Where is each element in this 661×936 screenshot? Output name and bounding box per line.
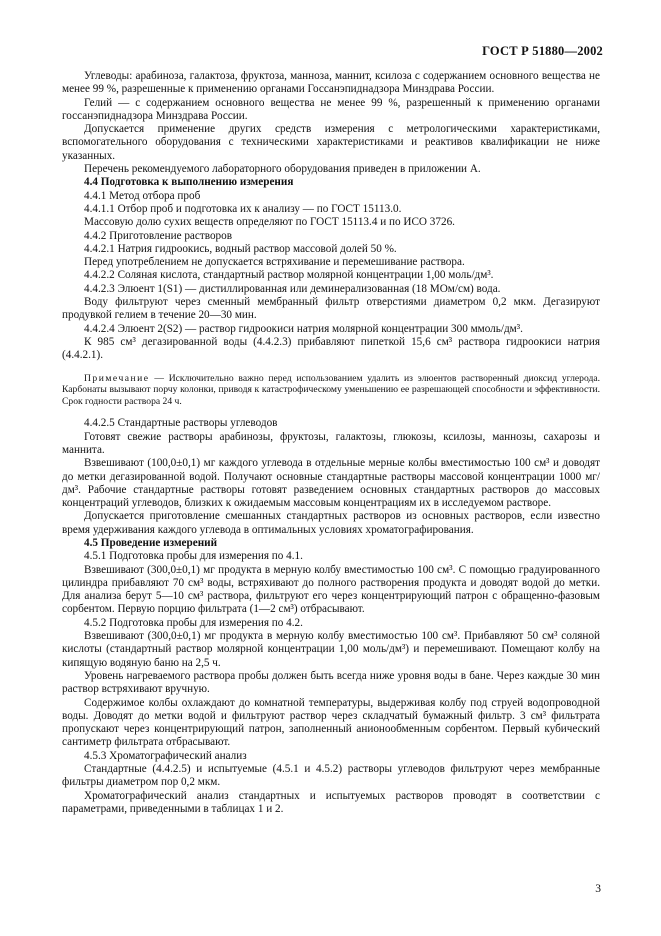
paragraph: Взвешивают (300,0±0,1) мг продукта в мерную колбу вместимостью 100 см³. С помощью градуированного цилиндра прибавляют 70 см³ воды, встряхивают до полного растворения продукта и доводят водой до метки. Для анализа берут 5—10 см³ раствора, фильтруют его через концентрирующий патрон с обращенно-фазовым сорбентом. Первую порцию фильтрата (1—2 см³) отбрасывают. [62,563,600,616]
paragraph: 4.4.1 Метод отбора проб [84,189,201,202]
paragraph: Перечень рекомендуемого лабораторного оборудования приведен в приложении А. [84,163,481,176]
paragraph: Гелий — с содержанием основного вещества не менее 99 %, разрешенный к применению органами госсанэпиднадзора Минздрава России. [62,96,600,122]
section-heading: 4.4 Подготовка к выполнению измерения [84,176,294,189]
note-text: — Исключительно важно перед использованием удалить из элюентов растворенный диоксид углерода. Карбонаты вызывают порчу колонки, приводя к катастрофическому уменьшению ее разрешающей способности и эффективности. Срок годности раствора 24 ч. [62,372,600,407]
paragraph: 4.4.2.1 Натрия гидроокись, водный раствор массовой долей 50 %. [84,242,397,255]
paragraph: Воду фильтруют через сменный мембранный фильтр отверстиями диаметром 0,2 мкм. Дегазируют продувкой гелием в течение 20—30 мин. [62,296,600,322]
paragraph: Взвешивают (300,0±0,1) мг продукта в мерную колбу вместимостью 100 см³. Прибавляют 50 см³ соляной кислоты (стандартный раствор молярной концентрации 1,00 моль/дм³) и перемешивают. Помещают колбу на кипящую водяную баню на 2,5 ч. [62,630,600,669]
paragraph: Перед употреблением не допускается встряхивание и перемешивание раствора. [84,256,465,269]
note-paragraph [62,373,600,408]
paragraph: Углеводы: арабиноза, галактоза, фруктоза, манноза, маннит, ксилоза с содержанием основного вещества не менее 99 %, разрешенные к применению органами Госсанэпиднадзора Минздрава России. [62,70,600,96]
paragraph: Хроматографический анализ стандартных и испытуемых растворов проводят в соответствии с параметрами, приведенными в таблицах 1 и 2. [62,789,600,815]
paragraph: Массовую долю сухих веществ определяют по ГОСТ 15113.4 и по ИСО 3726. [84,216,455,229]
paragraph: 4.5.3 Хроматографический анализ [84,749,247,762]
paragraph: Допускается приготовление смешанных стандартных растворов из основных растворов, если известно время удерживания каждого углевода в оптимальных условиях хроматографирования. [62,510,600,536]
paragraph: Взвешивают (100,0±0,1) мг каждого углевода в отдельные мерные колбы вместимостью 100 см³ и доводят до метки дегазированной водой. Получают основные стандартные растворы массовой концентрации 1000 мг/дм³. Рабочие стандартные растворы готовят разведением основных стандартных растворов до массовых концентраций углеводов, близких к ожидаемым массовым концентрациям их в исследуемом растворе. [62,457,600,510]
paragraph: 4.5.2 Подготовка пробы для измерения по 4.2. [84,616,303,629]
paragraph: 4.4.2 Приготовление растворов [84,229,233,242]
paragraph: 4.4.1.1 Отбор проб и подготовка их к анализу — по ГОСТ 15113.0. [84,202,402,215]
paragraph: Готовят свежие растворы арабинозы, фруктозы, галактозы, глюкозы, ксилозы, маннозы, сахарозы и маннита. [62,430,600,456]
document-body [62,70,600,816]
page-number: 3 [595,883,601,895]
note-label: Примечание [84,372,150,384]
paragraph: Стандартные (4.4.2.5) и испытуемые (4.5.1 и 4.5.2) растворы углеводов фильтруют через мембранные фильтры диаметром пор 0,2 мкм. [62,763,600,789]
paragraph: Допускается применение других средств измерения с метрологическими характеристиками, вспомогательного оборудования с техническими характеристиками и реактивов квалификации не ниже указанных. [62,123,600,162]
section-heading: 4.5 Проведение измерений [84,536,218,549]
paragraph: Содержимое колбы охлаждают до комнатной температуры, выдерживая колбу под струей водопроводной воды. Доводят до метки водой и фильтруют раствор через складчатый бумажный фильтр. 3 см³ фильтрата пропускают через концентрирующий патрон, заполненный анионообменным сорбентом. Первый кубический сантиметр фильтрата отбрасывают. [62,696,600,749]
paragraph: 4.4.2.5 Стандартные растворы углеводов [84,417,278,430]
paragraph: К 985 см³ дегазированной воды (4.4.2.3) прибавляют пипеткой 15,6 см³ раствора гидроокиси натрия (4.4.2.1). [62,335,600,362]
paragraph: 4.4.2.2 Соляная кислота, стандартный раствор молярной концентрации 1,00 моль/дм³. [84,269,494,282]
paragraph: 4.4.2.3 Элюент 1(S1) — дистиллированная или деминерализованная (18 МОм/см) вода. [84,282,501,295]
paragraph: 4.4.2.4 Элюент 2(S2) — раствор гидроокиси натрия молярной концентрации 300 ммоль/дм³. [84,322,523,335]
paragraph: Уровень нагреваемого раствора пробы должен быть всегда ниже уровня воды в бане. Через каждые 30 мин раствор встряхивают вручную. [62,669,600,696]
standard-header: ГОСТ Р 51880—2002 [482,44,603,58]
paragraph: 4.5.1 Подготовка пробы для измерения по 4.1. [84,550,303,563]
